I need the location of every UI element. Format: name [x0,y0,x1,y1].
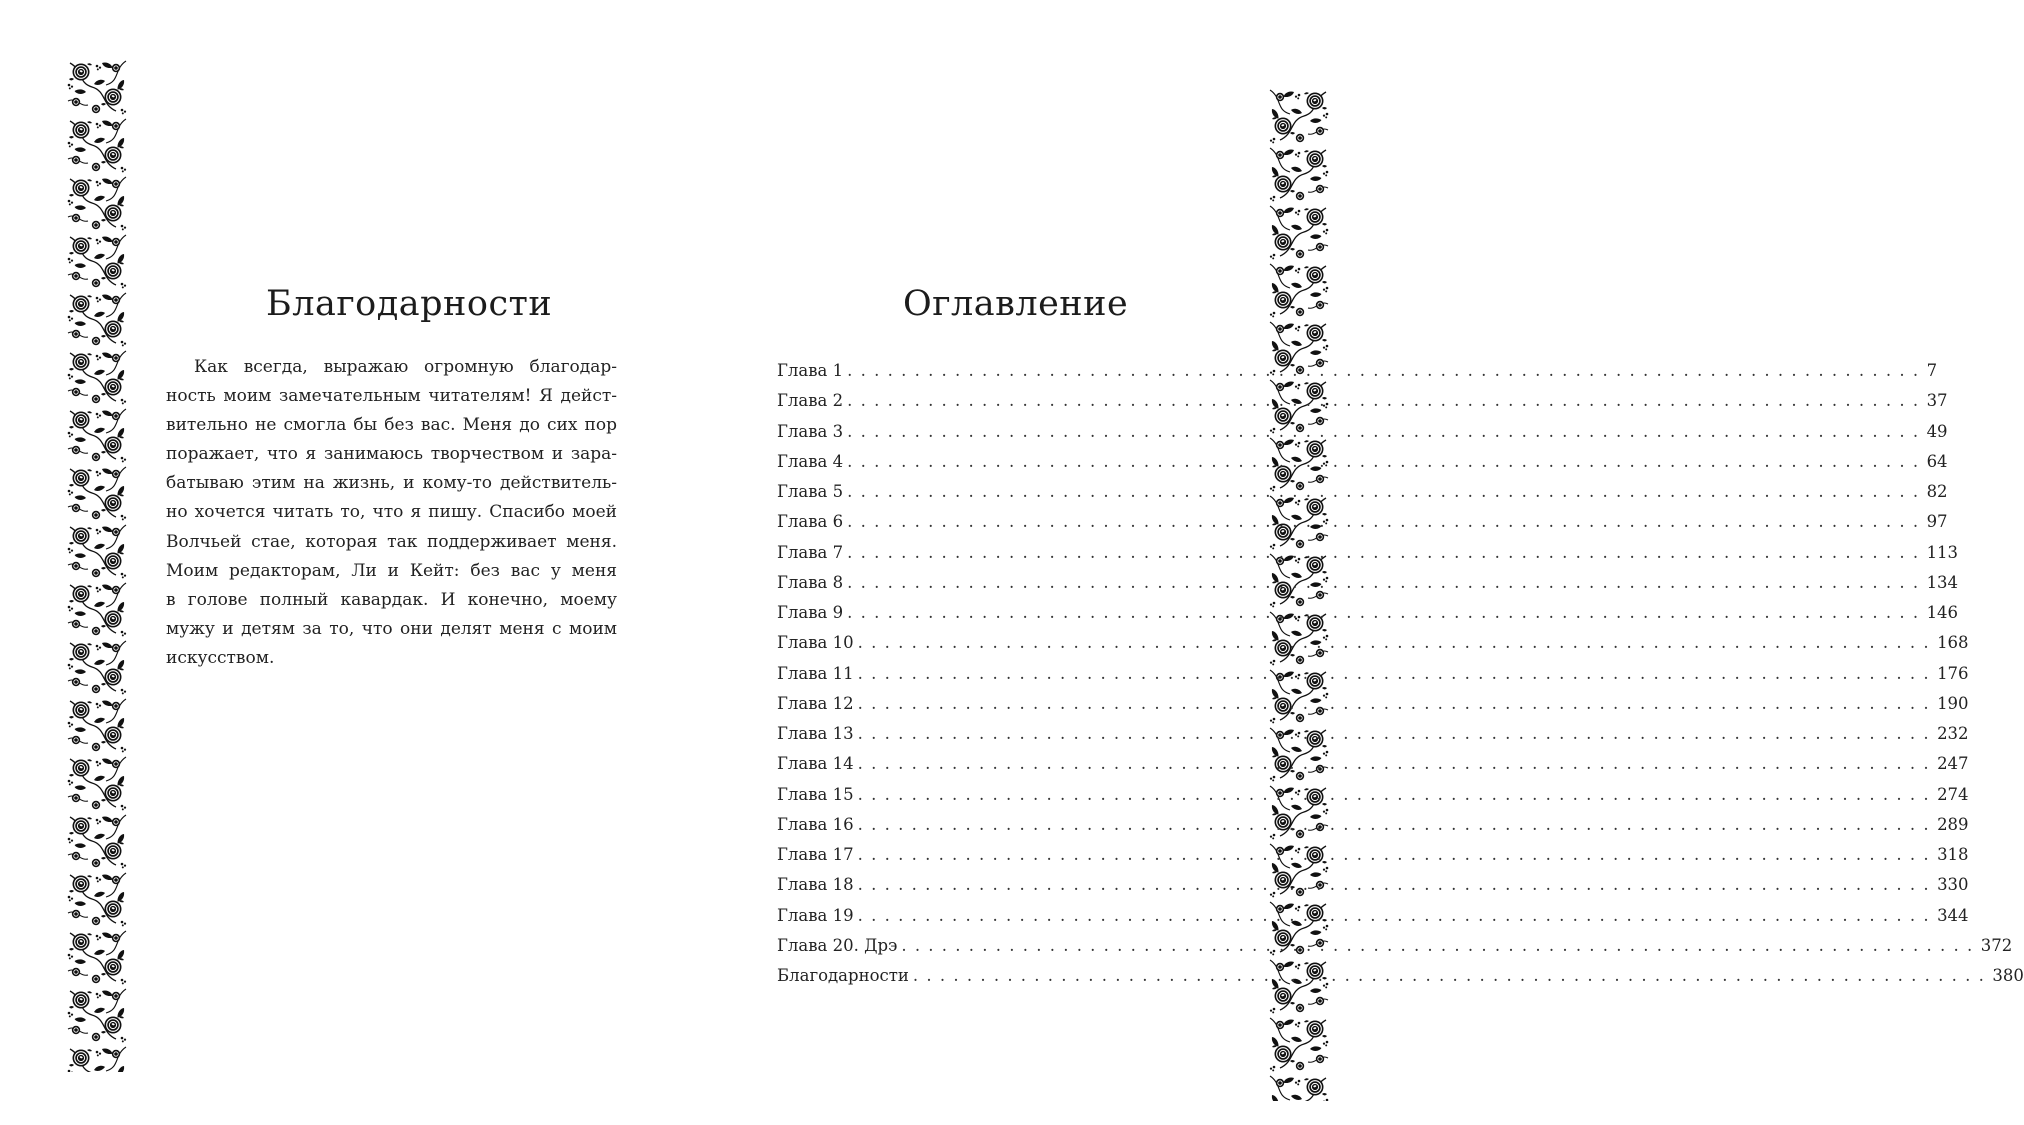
toc-dot-leader: . . . . . . . . . . . . . . . . . . . . . . . . . . . . . . . . . . . . . . . . . . . . . . . . . . . . . . . . . . . . . . . . . . . . . . . . . . . . . . . . [847,572,1920,592]
toc-entry-label: Глава 14 [777,754,854,774]
toc-dot-leader: . . . . . . . . . . . . . . . . . . . . . . . . . . . . . . . . . . . . . . . . . . . . . . . . . . . . . . . . . . . . . . . . . . . . . . . . . . . . . . . . [847,512,1920,532]
paragraph-line: но хочется читать то, что я пишу. Спасибо моей [166,502,617,523]
toc-entry-page: 37 [1926,391,1948,411]
toc-entry-page: 82 [1926,482,1948,501]
toc-entry[interactable] [777,870,1969,900]
toc-entry-page: 49 [1926,421,1948,441]
toc-dot-leader: . . . . . . . . . . . . . . . . . . . . . . . . . . . . . . . . . . . . . . . . . . . . . . . . . . . . . . . . . . . . . . . . . . . . . . . . . . . . . . . . [847,421,1920,441]
toc-dot-leader: . . . . . . . . . . . . . . . . . . . . . . . . . . . . . . . . . . . . . . . . . . . . . . . . . . . . . . . . . . . . . . . . . . . . . . . . . . . . . . . . [857,724,1931,743]
acknowledgements-title: Благодарности [266,284,553,324]
toc-entry-page: 134 [1926,572,1959,592]
toc-dot-leader: . . . . . . . . . . . . . . . . . . . . . . . . . . . . . . . . . . . . . . . . . . . . . . . . . . . . . . . . . . . . . . . . . . . . . . . . . . . . . . . . [912,966,1986,985]
toc-entry[interactable] [777,417,1948,447]
toc-entry[interactable] [777,386,1948,416]
toc-dot-leader: . . . . . . . . . . . . . . . . . . . . . . . . . . . . . . . . . . . . . . . . . . . . . . . . . . . . . . . . . . . . . . . . . . . . . . . . . . . . . . . . [857,814,1931,834]
toc-entry[interactable] [777,719,1969,749]
paragraph-line: Волчьей стае, которая так поддерживает меня. [166,531,617,552]
toc-entry[interactable] [777,689,1969,719]
toc-entry-label: Глава 9 [777,603,844,622]
toc-dot-leader: . . . . . . . . . . . . . . . . . . . . . . . . . . . . . . . . . . . . . . . . . . . . . . . . . . . . . . . . . . . . . . . . . . . . . . . . . . . . . . . . [847,542,1920,562]
paragraph-line: поражает, что я занимаюсь творчеством и зара- [166,444,617,465]
toc-entry-label: Глава 4 [777,451,844,471]
toc-entry-label: Глава 12 [777,693,854,713]
toc-entry-label: Глава 6 [777,512,844,532]
toc-dot-leader: . . . . . . . . . . . . . . . . . . . . . . . . . . . . . . . . . . . . . . . . . . . . . . . . . . . . . . . . . . . . . . . . . . . . . . . . . . . . . . . . [847,482,1920,501]
rose-pattern-icon [66,57,130,1072]
toc-entry-label: Благодарности [777,966,909,985]
paragraph-line: в голове полный кавардак. И конечно, моему [166,589,617,610]
toc-dot-leader: . . . . . . . . . . . . . . . . . . . . . . . . . . . . . . . . . . . . . . . . . . . . . . . . . . . . . . . . . . . . . . . . . . . . . . . . . . . . . . . . [857,693,1931,713]
toc-entry-page: 64 [1926,451,1948,471]
paragraph-line: мужу и детям за то, что они делят меня с моим [166,618,617,639]
toc-entry-label: Глава 10 [777,633,854,653]
toc-entry-page: 274 [1937,784,1969,804]
toc-entry-page: 372 [1980,935,2013,955]
toc-dot-leader: . . . . . . . . . . . . . . . . . . . . . . . . . . . . . . . . . . . . . . . . . . . . . . . . . . . . . . . . . . . . . . . . . . . . . . . . . . . . . . . . [857,875,1931,895]
toc-entry[interactable] [777,659,1969,689]
left-floral-border [66,57,130,1072]
toc-entry-label: Глава 20. Дрэ [777,935,898,955]
toc-dot-leader: . . . . . . . . . . . . . . . . . . . . . . . . . . . . . . . . . . . . . . . . . . . . . . . . . . . . . . . . . . . . . . . . . . . . . . . . . . . . . . . . [857,633,1931,653]
toc-dot-leader: . . . . . . . . . . . . . . . . . . . . . . . . . . . . . . . . . . . . . . . . . . . . . . . . . . . . . . . . . . . . . . . . . . . . . . . . . . . . . . . . [857,754,1931,774]
toc-dot-leader: . . . . . . . . . . . . . . . . . . . . . . . . . . . . . . . . . . . . . . . . . . . . . . . . . . . . . . . . . . . . . . . . . . . . . . . . . . . . . . . . [901,935,1974,955]
toc-entry-label: Глава 17 [777,845,854,864]
toc-entry-page: 113 [1926,542,1959,562]
paragraph-line: вительно не смогла бы без вас. Меня до сих пор [166,415,617,436]
paragraph-line: Как всегда, выражаю огромную благодар- [194,357,617,377]
toc-dot-leader: . . . . . . . . . . . . . . . . . . . . . . . . . . . . . . . . . . . . . . . . . . . . . . . . . . . . . . . . . . . . . . . . . . . . . . . . . . . . . . . . [847,361,1920,380]
toc-entry-label: Глава 13 [777,724,854,743]
toc-entry[interactable] [777,507,1948,537]
toc-entry-page: 176 [1937,663,1969,683]
acknowledgements-text [166,353,617,673]
toc-entry[interactable] [777,931,2013,961]
toc-entry[interactable] [777,477,1948,507]
toc-entry-page: 168 [1937,633,1969,653]
toc-entry-label: Глава 18 [777,875,854,895]
paragraph-line: батываю этим на жизнь, и кому-то действитель- [166,473,617,494]
toc-entry-label: Глава 7 [777,542,844,562]
toc-entry-label: Глава 15 [777,784,854,804]
paragraph-line: ность моим замечательным читателям! Я дейст- [166,386,617,407]
toc-entry-page: 330 [1937,875,1969,895]
toc-entry-label: Глава 3 [777,421,844,441]
toc-dot-leader: . . . . . . . . . . . . . . . . . . . . . . . . . . . . . . . . . . . . . . . . . . . . . . . . . . . . . . . . . . . . . . . . . . . . . . . . . . . . . . . . [857,905,1931,925]
toc-entry[interactable] [777,961,2024,991]
toc-dot-leader: . . . . . . . . . . . . . . . . . . . . . . . . . . . . . . . . . . . . . . . . . . . . . . . . . . . . . . . . . . . . . . . . . . . . . . . . . . . . . . . . [847,391,1920,411]
toc-entry-page: 344 [1937,905,1969,925]
toc-dot-leader: . . . . . . . . . . . . . . . . . . . . . . . . . . . . . . . . . . . . . . . . . . . . . . . . . . . . . . . . . . . . . . . . . . . . . . . . . . . . . . . . [857,845,1931,864]
paragraph-line: Моим редакторам, Ли и Кейт: без вас у меня [166,560,617,581]
toc-entry[interactable] [777,810,1969,840]
table-of-contents [777,356,2024,991]
toc-entry[interactable] [777,568,1959,598]
toc-entry-label: Глава 19 [777,905,854,925]
toc-entry[interactable] [777,901,1969,931]
toc-entry[interactable] [777,356,1938,386]
toc-entry-label: Глава 16 [777,814,854,834]
toc-dot-leader: . . . . . . . . . . . . . . . . . . . . . . . . . . . . . . . . . . . . . . . . . . . . . . . . . . . . . . . . . . . . . . . . . . . . . . . . . . . . . . . . [857,784,1931,804]
toc-entry-page: 146 [1926,603,1959,622]
toc-dot-leader: . . . . . . . . . . . . . . . . . . . . . . . . . . . . . . . . . . . . . . . . . . . . . . . . . . . . . . . . . . . . . . . . . . . . . . . . . . . . . . . . [847,603,1920,622]
toc-entry-label: Глава 8 [777,572,844,592]
toc-dot-leader: . . . . . . . . . . . . . . . . . . . . . . . . . . . . . . . . . . . . . . . . . . . . . . . . . . . . . . . . . . . . . . . . . . . . . . . . . . . . . . . . [847,451,1920,471]
toc-entry-label: Глава 11 [777,663,854,683]
toc-entry-page: 247 [1937,754,1969,774]
toc-entry-page: 7 [1926,361,1938,380]
toc-dot-leader: . . . . . . . . . . . . . . . . . . . . . . . . . . . . . . . . . . . . . . . . . . . . . . . . . . . . . . . . . . . . . . . . . . . . . . . . . . . . . . . . [857,663,1931,683]
toc-entry-page: 289 [1937,814,1969,834]
toc-entry-label: Глава 2 [777,391,844,411]
toc-entry[interactable] [777,447,1948,477]
paragraph-line: искусством. [166,647,275,668]
toc-entry-label: Глава 5 [777,482,844,501]
toc-entry[interactable] [777,598,1959,628]
toc-entry-page: 232 [1937,724,1969,743]
toc-entry-page: 318 [1937,845,1969,864]
toc-entry[interactable] [777,840,1969,870]
toc-entry-page: 97 [1926,512,1948,532]
toc-entry[interactable] [777,628,1969,658]
toc-entry[interactable] [777,538,1959,568]
toc-entry[interactable] [777,749,1969,779]
toc-entry-page: 380 [1992,966,2024,985]
toc-entry[interactable] [777,780,1969,810]
contents-title: Оглавление [903,284,1129,324]
toc-entry-page: 190 [1937,693,1969,713]
toc-entry-label: Глава 1 [777,361,844,380]
